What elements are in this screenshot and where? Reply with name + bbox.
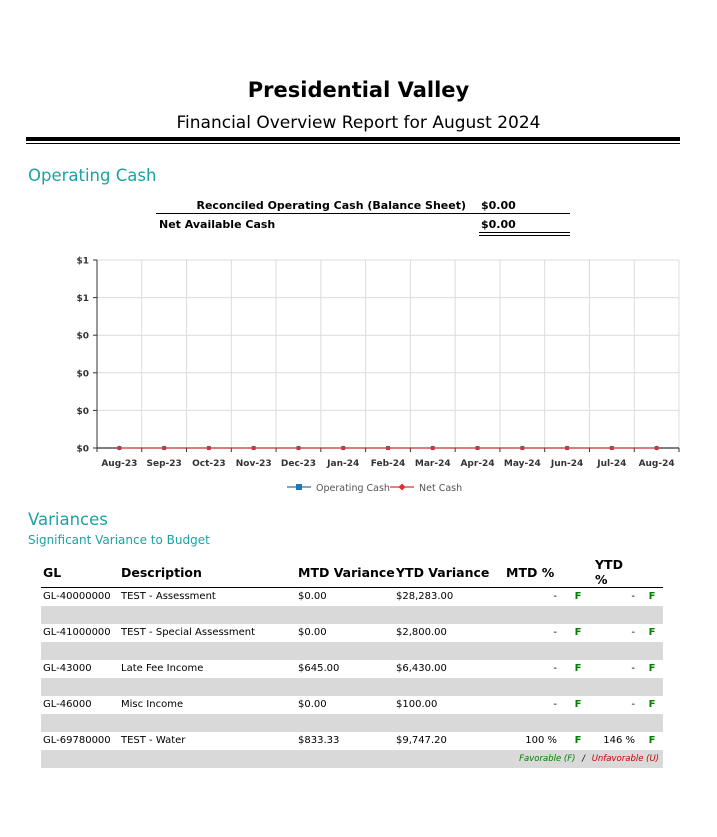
gl-cell: GL-40000000 — [43, 591, 111, 603]
legend-marker — [399, 484, 406, 491]
operating-cash-chart — [60, 250, 690, 500]
ytd-flag-cell: F — [648, 627, 656, 638]
mtd-flag-cell: F — [574, 591, 582, 603]
favorability-legend — [519, 754, 659, 764]
mtd-pct-cell: - — [553, 591, 557, 603]
col-mtd-variance: MTD Variance — [298, 557, 396, 588]
mtd-variance-cell: $833.33 — [298, 735, 340, 746]
x-tick-label: Aug-24 — [638, 459, 675, 469]
ytd-pct-cell: - — [631, 627, 635, 638]
description-cell: TEST - Water — [121, 735, 186, 746]
ytd-flag-cell: F — [648, 735, 656, 746]
col-ytd-pct: YTD % — [593, 557, 641, 588]
legend-marker — [296, 484, 302, 490]
x-tick-label: Jul-24 — [597, 459, 627, 469]
y-tick-label: $0 — [76, 406, 89, 417]
table-row — [41, 660, 663, 678]
mtd-flag-cell: F — [574, 663, 582, 674]
total-double-underline-2 — [479, 235, 570, 236]
variances-subheading: Significant Variance to Budget — [28, 533, 210, 547]
x-tick-label: Feb-24 — [370, 459, 406, 469]
table-row — [41, 696, 663, 714]
mtd-flag-cell: F — [574, 627, 582, 638]
ytd-pct-cell: - — [631, 699, 635, 710]
mtd-variance-cell: $0.00 — [298, 591, 327, 603]
report-title: Presidential Valley — [247, 78, 470, 102]
legend-label: Operating Cash — [316, 483, 390, 494]
x-tick-label: Dec-23 — [280, 459, 317, 469]
legend-separator: / — [582, 754, 585, 764]
reconciled-cash-label: Reconciled Operating Cash (Balance Sheet) — [196, 199, 466, 212]
y-tick-label: $0 — [76, 444, 89, 455]
ytd-variance-cell: $2,800.00 — [396, 627, 447, 638]
mtd-variance-cell: $0.00 — [298, 627, 327, 638]
description-cell: Late Fee Income — [121, 663, 204, 674]
ytd-flag-cell: F — [648, 663, 656, 674]
row-band — [41, 642, 663, 660]
gl-cell: GL-41000000 — [43, 627, 111, 638]
mtd-variance-cell: $0.00 — [298, 699, 327, 710]
variances-heading: Variances — [28, 510, 108, 529]
y-tick-label: $0 — [76, 369, 89, 380]
x-tick-label: Jan-24 — [327, 459, 360, 469]
y-tick-label: $1 — [76, 256, 89, 267]
report-subtitle: Financial Overview Report for August 2024 — [176, 113, 541, 133]
x-tick-label: Sep-23 — [146, 459, 182, 469]
col-ytd-variance: YTD Variance — [396, 557, 496, 588]
variance-header-row — [41, 557, 663, 588]
legend-label: Net Cash — [419, 483, 463, 494]
description-cell: Misc Income — [121, 699, 184, 710]
ytd-flag-cell: F — [648, 591, 656, 603]
x-tick-label: Mar-24 — [414, 459, 451, 469]
mtd-flag-cell: F — [574, 699, 582, 710]
row-band — [41, 714, 663, 732]
mtd-pct-cell: - — [553, 663, 557, 674]
row-band — [41, 678, 663, 696]
unfavorable-label: Unfavorable (U) — [591, 754, 659, 764]
ytd-flag-cell: F — [648, 699, 656, 710]
variance-table — [41, 557, 663, 768]
cash-divider — [156, 213, 570, 214]
mtd-flag-cell: F — [574, 735, 582, 746]
favorable-label: Favorable (F) — [519, 754, 576, 764]
x-tick-label: Aug-23 — [101, 459, 138, 469]
ytd-pct-cell: - — [631, 591, 635, 603]
mtd-pct-cell: 100 % — [525, 735, 557, 746]
gl-cell: GL-69780000 — [43, 735, 111, 746]
y-tick-label: $1 — [76, 294, 89, 305]
x-tick-label: Nov-23 — [235, 459, 272, 469]
gl-cell: GL-43000 — [43, 663, 92, 674]
mtd-variance-cell: $645.00 — [298, 663, 340, 674]
header-rule-thick — [26, 137, 680, 141]
description-cell: TEST - Assessment — [121, 591, 216, 603]
reconciled-cash-value: $0.00 — [481, 199, 516, 212]
x-tick-label: Jun-24 — [550, 459, 584, 469]
table-row — [41, 588, 663, 606]
row-band — [41, 606, 663, 624]
ytd-variance-cell: $28,283.00 — [396, 591, 454, 603]
col-description: Description — [121, 557, 298, 588]
x-tick-label: Oct-23 — [192, 459, 226, 469]
table-row — [41, 624, 663, 642]
ytd-variance-cell: $6,430.00 — [396, 663, 447, 674]
net-cash-value: $0.00 — [481, 218, 516, 231]
ytd-variance-cell: $100.00 — [396, 699, 438, 710]
table-row — [41, 732, 663, 750]
header-rule-thin — [26, 143, 680, 144]
mtd-pct-cell: - — [553, 627, 557, 638]
col-gl: GL — [41, 557, 121, 588]
gl-cell: GL-46000 — [43, 699, 92, 710]
net-cash-label: Net Available Cash — [159, 218, 276, 231]
mtd-pct-cell: - — [553, 699, 557, 710]
operating-cash-heading: Operating Cash — [28, 166, 157, 185]
x-tick-label: May-24 — [503, 459, 541, 469]
ytd-pct-cell: - — [631, 663, 635, 674]
ytd-variance-cell: $9,747.20 — [396, 735, 447, 746]
ytd-pct-cell: 146 % — [603, 735, 635, 746]
col-mtd-pct: MTD % — [496, 557, 563, 588]
total-double-underline-1 — [479, 232, 570, 233]
description-cell: TEST - Special Assessment — [121, 627, 256, 638]
y-tick-label: $0 — [76, 331, 89, 342]
x-tick-label: Apr-24 — [460, 459, 495, 469]
